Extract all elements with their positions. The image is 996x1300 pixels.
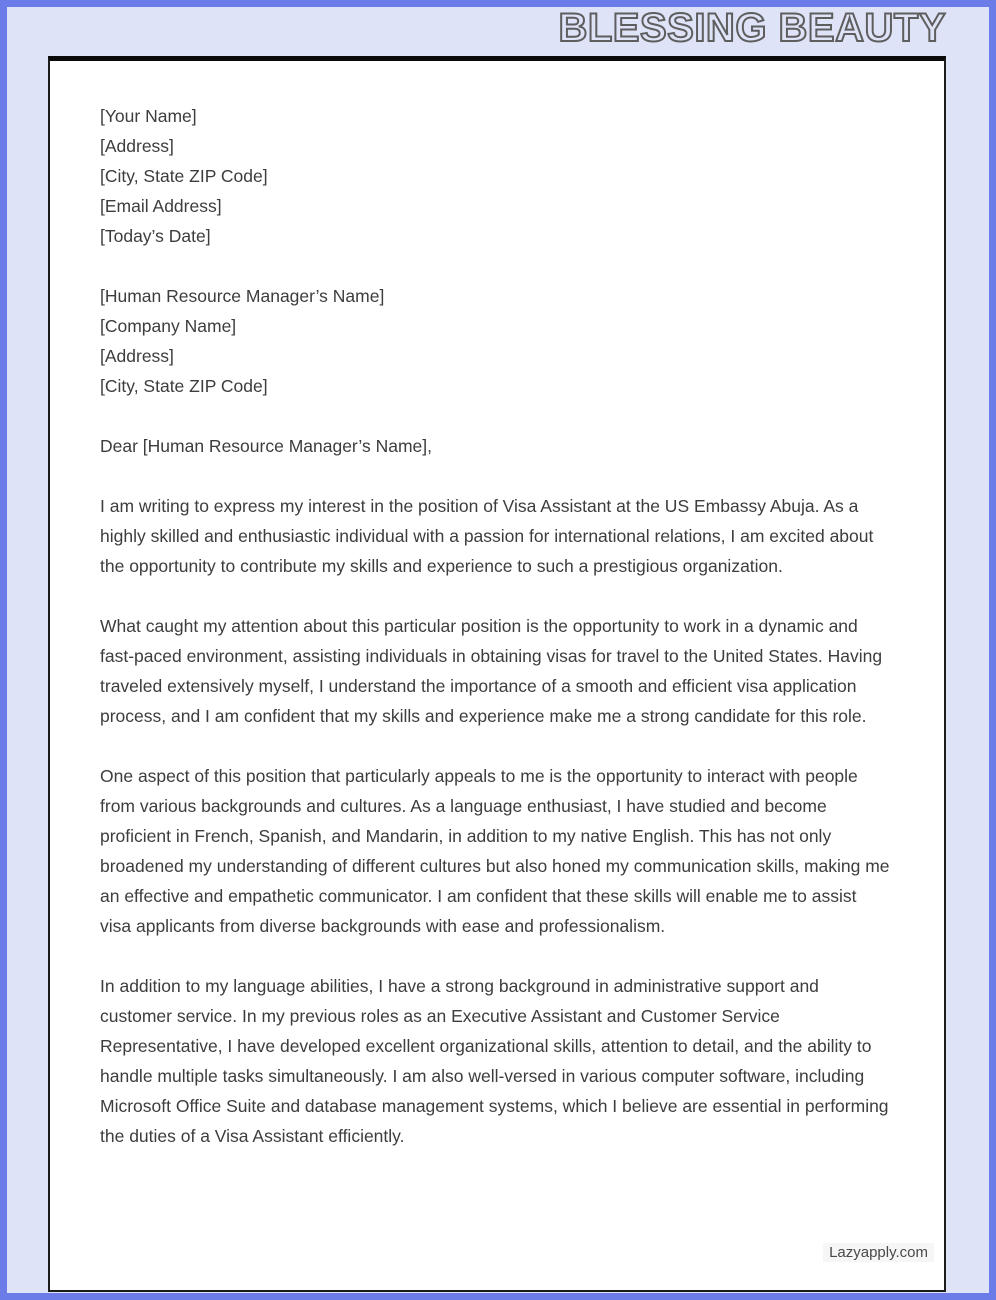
sender-address-block	[100, 101, 892, 251]
recipient-address-block	[100, 281, 892, 401]
body-paragraph-2: What caught my attention about this particular position is the opportunity to work in a dynamic and fast-paced environment, assisting individuals in obtaining visas for travel to the United States. Having traveled extensively myself, I understand the importance of a smooth and efficient visa application process, and I am confident that my skills and experience make me a strong candidate for this role.	[100, 616, 883, 726]
sender-city-line: [City, State ZIP Code]	[100, 166, 268, 186]
sender-date-line: [Today’s Date]	[100, 226, 211, 246]
watermark: Lazyapply.com	[823, 1243, 934, 1262]
recipient-city-line: [City, State ZIP Code]	[100, 376, 268, 396]
recipient-name-line: [Human Resource Manager’s Name]	[100, 286, 385, 306]
sender-name-line: [Your Name]	[100, 106, 197, 126]
letter-page	[48, 56, 946, 1292]
letter-body	[50, 61, 944, 1151]
body-paragraph-4: In addition to my language abilities, I have a strong background in administrative support and customer service. In my previous roles as an Executive Assistant and Customer Service Representative, I have developed excellent organizational skills, attention to detail, and the ability to handle multiple tasks simultaneously. I am also well-versed in various computer software, including Microsoft Office Suite and database management systems, which I believe are essential in performing the duties of a Visa Assistant efficiently.	[100, 976, 889, 1146]
recipient-company-line: [Company Name]	[100, 316, 237, 336]
recipient-address-line: [Address]	[100, 346, 174, 366]
salutation: Dear [Human Resource Manager’s Name],	[100, 436, 432, 456]
sender-email-line: [Email Address]	[100, 196, 222, 216]
body-paragraph-3: One aspect of this position that particularly appeals to me is the opportunity to interact with people from various backgrounds and cultures. As a language enthusiast, I have studied and become proficient in French, Spanish, and Mandarin, in addition to my native English. This has not only broadened my understanding of different cultures but also honed my communication skills, making me an effective and empathetic communicator. I am confident that these skills will enable me to assist visa applicants from diverse backgrounds with ease and professionalism.	[100, 766, 890, 936]
sender-address-line: [Address]	[100, 136, 174, 156]
brand-logo: BLESSING BEAUTY	[558, 6, 946, 50]
body-paragraph-1: I am writing to express my interest in the position of Visa Assistant at the US Embassy Abuja. As a highly skilled and enthusiastic individual with a passion for international relations, I am excited about the opportunity to contribute my skills and experience to such a prestigious organization.	[100, 496, 874, 576]
